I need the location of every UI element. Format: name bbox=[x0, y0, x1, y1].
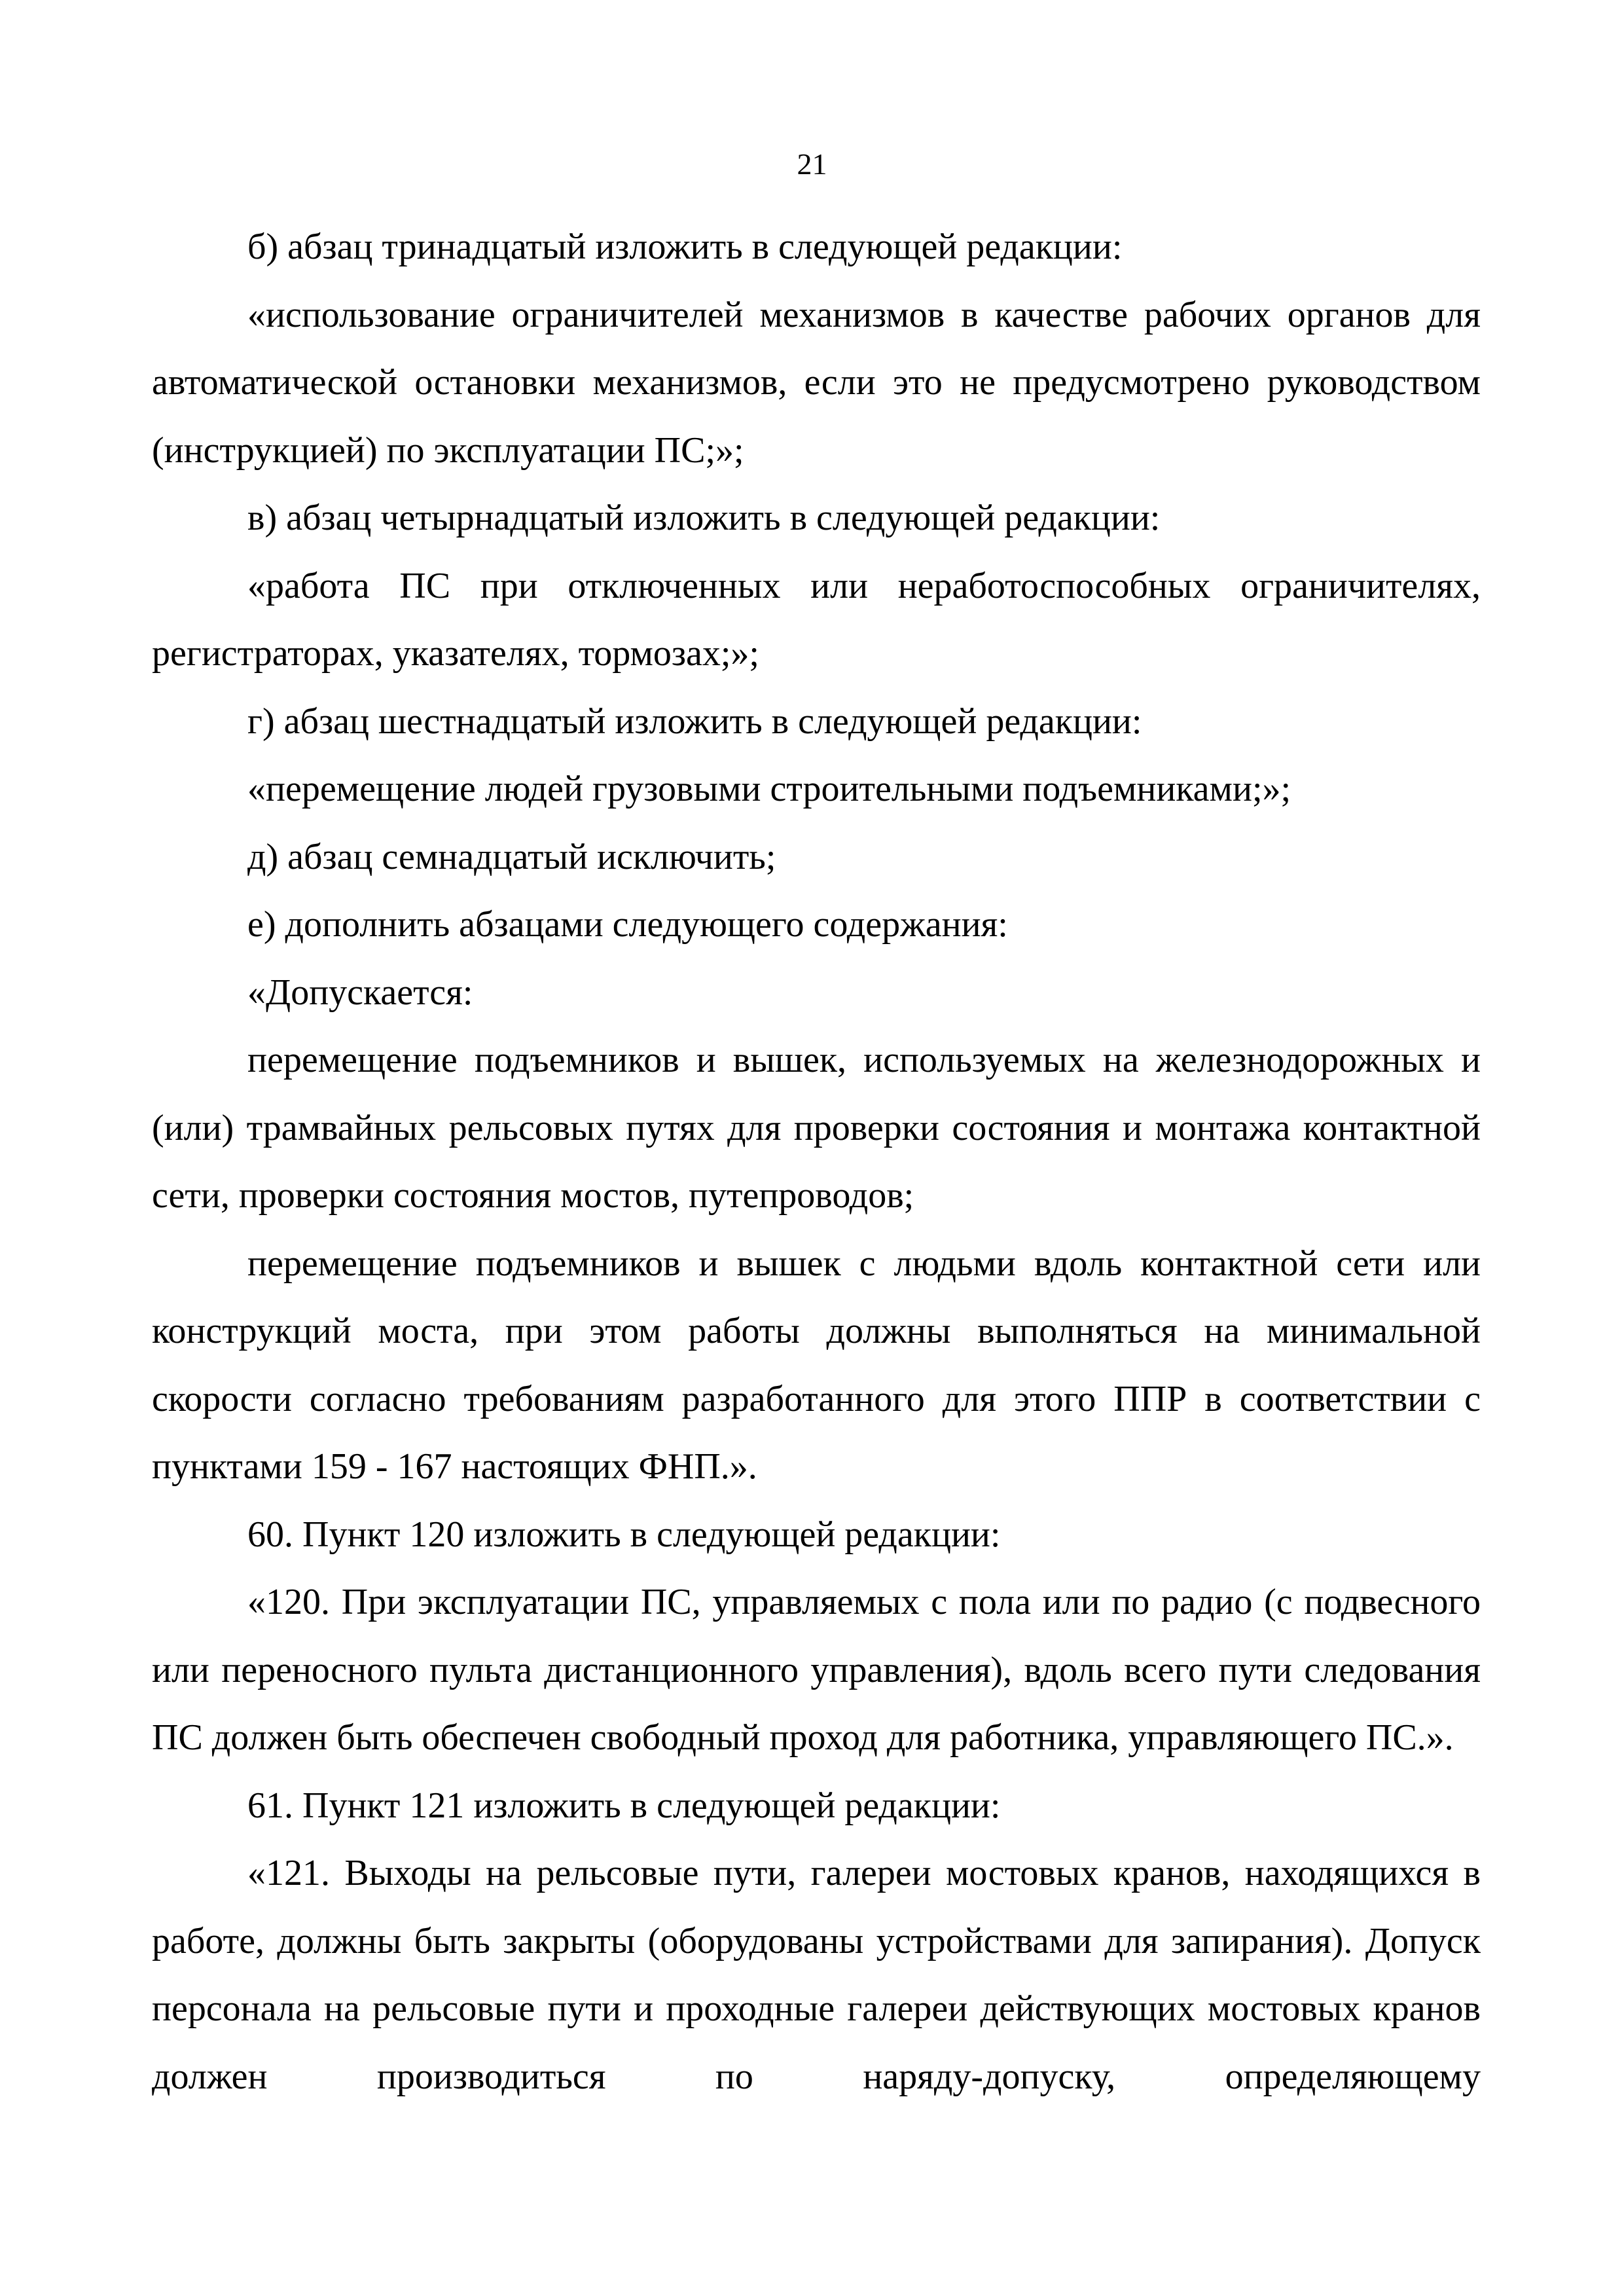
paragraph-allowed-item-1: перемещение подъемников и вышек, используемых на железнодорожных и (или) трамвайных рельсовых путях для проверки состояния и монтажа контактной сети, проверки состояния мостов, путепроводов; bbox=[152, 1040, 1481, 1216]
paragraph-allowed-item-2: перемещение подъемников и вышек с людьми вдоль контактной сети или конструкций моста, при этом работы должны выполняться на минимальной скорости согласно требованиям разработанного для этого ППР в соответствии с пунктами 159 - 167 настоящих ФНП.». bbox=[152, 1243, 1481, 1487]
paragraph-b-text: «использование ограничителей механизмов в качестве рабочих органов для автоматической остановки механизмов, если это не предусмотрено руководством (инструкцией) по эксплуатации ПС;»; bbox=[152, 294, 1481, 471]
paragraph-d-text: д) абзац семнадцатый исключить; bbox=[247, 836, 776, 877]
paragraph-121-text: «121. Выходы на рельсовые пути, галереи мостовых кранов, находящихся в работе, должны быть закрыты (оборудованы устройствами для запирания). Допуск персонала на рельсовые пути и проходные галереи действующих мостовых кранов должен производиться по наряду-допуску, определяющему bbox=[152, 1853, 1481, 2097]
paragraph-v-heading: в) абзац четырнадцатый изложить в следующей редакции: bbox=[247, 498, 1161, 538]
paragraph-b-heading: б) абзац тринадцатый изложить в следующей редакции: bbox=[247, 227, 1123, 267]
paragraph-120-text: «120. При эксплуатации ПС, управляемых с пола или по радио (с подвесного или переносного пульта дистанционного управления), вдоль всего пути следования ПС должен быть обеспечен свободный проход для работника, управляющего ПС.». bbox=[152, 1582, 1481, 1758]
page-number: 21 bbox=[797, 147, 827, 181]
paragraph-allowed-heading: «Допускается: bbox=[247, 972, 473, 1013]
document-body bbox=[152, 213, 1481, 2111]
paragraph-60-heading: 60. Пункт 120 изложить в следующей редакции: bbox=[247, 1514, 1001, 1555]
paragraph-g-heading: г) абзац шестнадцатый изложить в следующей редакции: bbox=[247, 701, 1142, 742]
paragraph-61-heading: 61. Пункт 121 изложить в следующей редакции: bbox=[247, 1785, 1001, 1826]
paragraph-e-heading: е) дополнить абзацами следующего содержания: bbox=[247, 904, 1008, 945]
paragraph-g-text: «перемещение людей грузовыми строительными подъемниками;»; bbox=[247, 769, 1291, 809]
paragraph-v-text: «работа ПС при отключенных или неработоспособных ограничителях, регистраторах, указателях, тормозах;»; bbox=[152, 565, 1481, 674]
